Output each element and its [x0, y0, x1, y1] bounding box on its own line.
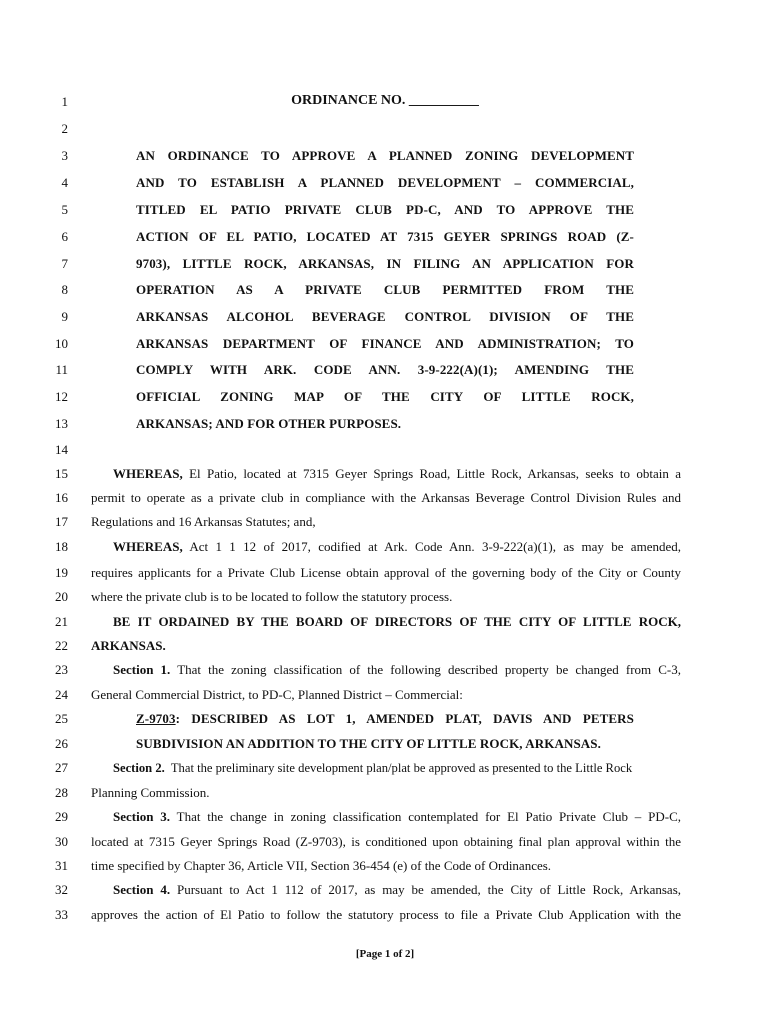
- whereas-line: where the private club is to be located to follow the statutory process.: [91, 589, 453, 604]
- section-line: approves the action of El Patio to follow the statutory process to file a Private Club Application with the: [91, 907, 681, 922]
- line-number: 21: [55, 614, 68, 629]
- caption-line: ARKANSAS DEPARTMENT OF FINANCE AND ADMINISTRATION; TO: [136, 336, 634, 351]
- line-number: 26: [55, 736, 68, 751]
- section-line: General Commercial District, to PD-C, Planned District – Commercial:: [91, 687, 463, 702]
- line-number: 16: [55, 490, 68, 505]
- section-label: Section 4.: [113, 882, 171, 897]
- description-line: SUBDIVISION AN ADDITION TO THE CITY OF LITTLE ROCK, ARKANSAS.: [136, 736, 601, 751]
- whereas-text: El Patio, located at 7315 Geyer Springs Road, Little Rock, Arkansas, seeks to obtain a: [189, 466, 681, 481]
- line-number: 17: [55, 514, 68, 529]
- line-number: 13: [55, 416, 68, 431]
- line-number: 23: [55, 662, 68, 677]
- ordinance-title: ORDINANCE NO. __________: [291, 93, 479, 108]
- section-label: Section 1.: [113, 662, 171, 677]
- line-number: 7: [61, 256, 68, 271]
- section-label: Section 3.: [113, 809, 171, 824]
- line-number: 6: [61, 229, 68, 244]
- page-footer: [Page 1 of 2]: [355, 948, 415, 960]
- whereas-line: requires applicants for a Private Club License obtain approval of the governing body of the City or County: [91, 565, 681, 580]
- ordained-line: ARKANSAS.: [91, 638, 166, 653]
- line-number: 10: [55, 336, 68, 351]
- section-line: located at 7315 Geyer Springs Road (Z-9703), is conditioned upon obtaining final plan approval within the: [91, 834, 681, 849]
- line-number: 5: [61, 202, 68, 217]
- line-number: 3: [61, 148, 68, 163]
- case-number: Z-9703: [136, 711, 176, 726]
- caption-line: ACTION OF EL PATIO, LOCATED AT 7315 GEYER SPRINGS ROAD (Z-: [136, 229, 634, 244]
- whereas-label: WHEREAS,: [113, 466, 183, 481]
- section-text: That the zoning classification of the following described property be changed from C-3,: [177, 662, 681, 677]
- whereas-text: Act 1 1 12 of 2017, codified at Ark. Code Ann. 3-9-222(a)(1), as may be amended,: [189, 539, 681, 554]
- line-number: 30: [55, 834, 68, 849]
- caption-line: 9703), LITTLE ROCK, ARKANSAS, IN FILING AN APPLICATION FOR: [136, 256, 634, 271]
- line-number: 11: [55, 362, 68, 377]
- description-line: [136, 711, 634, 727]
- section-line: [113, 662, 681, 678]
- section-text: Pursuant to Act 1 112 of 2017, as may be amended, the City of Little Rock, Arkansas,: [176, 882, 681, 897]
- line-number: 8: [61, 282, 68, 297]
- line-number: 4: [61, 175, 68, 190]
- section-line: time specified by Chapter 36, Article VII, Section 36-454 (e) of the Code of Ordinances.: [91, 858, 552, 873]
- line-number: 12: [55, 389, 68, 404]
- caption-line: AN ORDINANCE TO APPROVE A PLANNED ZONING DEVELOPMENT: [136, 148, 634, 163]
- line-number: 24: [55, 687, 68, 702]
- line-number: 15: [55, 466, 68, 481]
- line-number: 25: [55, 711, 68, 726]
- caption-line: AND TO ESTABLISH A PLANNED DEVELOPMENT – COMMERCIAL,: [136, 175, 634, 190]
- section-line: [113, 882, 681, 898]
- line-number: 2: [61, 121, 68, 136]
- line-number: 20: [55, 589, 68, 604]
- whereas-line: permit to operate as a private club in compliance with the Arkansas Beverage Control Division Rules and: [91, 490, 681, 505]
- section-label: Section 2.: [113, 761, 165, 775]
- line-number: 32: [55, 882, 68, 897]
- line-number: 22: [55, 638, 68, 653]
- description-text: DESCRIBED AS LOT 1, AMENDED PLAT, DAVIS AND PETERS: [191, 711, 634, 726]
- line-number: 33: [55, 907, 68, 922]
- caption-line: OFFICIAL ZONING MAP OF THE CITY OF LITTLE ROCK,: [136, 389, 634, 404]
- caption-line: ARKANSAS ALCOHOL BEVERAGE CONTROL DIVISION OF THE: [136, 309, 634, 324]
- line-number: 31: [55, 858, 68, 873]
- caption-line: COMPLY WITH ARK. CODE ANN. 3-9-222(A)(1); AMENDING THE: [136, 362, 634, 377]
- section-line: [113, 760, 681, 776]
- caption-line: TITLED EL PATIO PRIVATE CLUB PD-C, AND TO APPROVE THE: [136, 202, 634, 217]
- line-number: 27: [55, 760, 68, 775]
- line-number: 1: [61, 94, 68, 109]
- line-number: 18: [55, 539, 68, 554]
- section-line: [113, 809, 681, 825]
- ordained-line: BE IT ORDAINED BY THE BOARD OF DIRECTORS OF THE CITY OF LITTLE ROCK,: [113, 614, 681, 629]
- whereas-line: [113, 539, 681, 555]
- caption-line: ARKANSAS; AND FOR OTHER PURPOSES.: [136, 416, 402, 431]
- whereas-line: Regulations and 16 Arkansas Statutes; and,: [91, 514, 316, 529]
- whereas-label: WHEREAS,: [113, 539, 183, 554]
- section-text: That the preliminary site development plan/plat be approved as presented to the Little Rock: [170, 761, 633, 775]
- case-colon: :: [175, 711, 181, 726]
- whereas-line: [113, 466, 681, 482]
- section-text: That the change in zoning classification contemplated for El Patio Private Club – PD-C,: [176, 809, 682, 824]
- section-line: Planning Commission.: [91, 785, 210, 800]
- line-number: 29: [55, 809, 68, 824]
- caption-line: OPERATION AS A PRIVATE CLUB PERMITTED FROM THE: [136, 282, 634, 297]
- line-number: 14: [55, 442, 68, 457]
- line-number: 9: [61, 309, 68, 324]
- line-number: 19: [55, 565, 68, 580]
- line-number: 28: [55, 785, 68, 800]
